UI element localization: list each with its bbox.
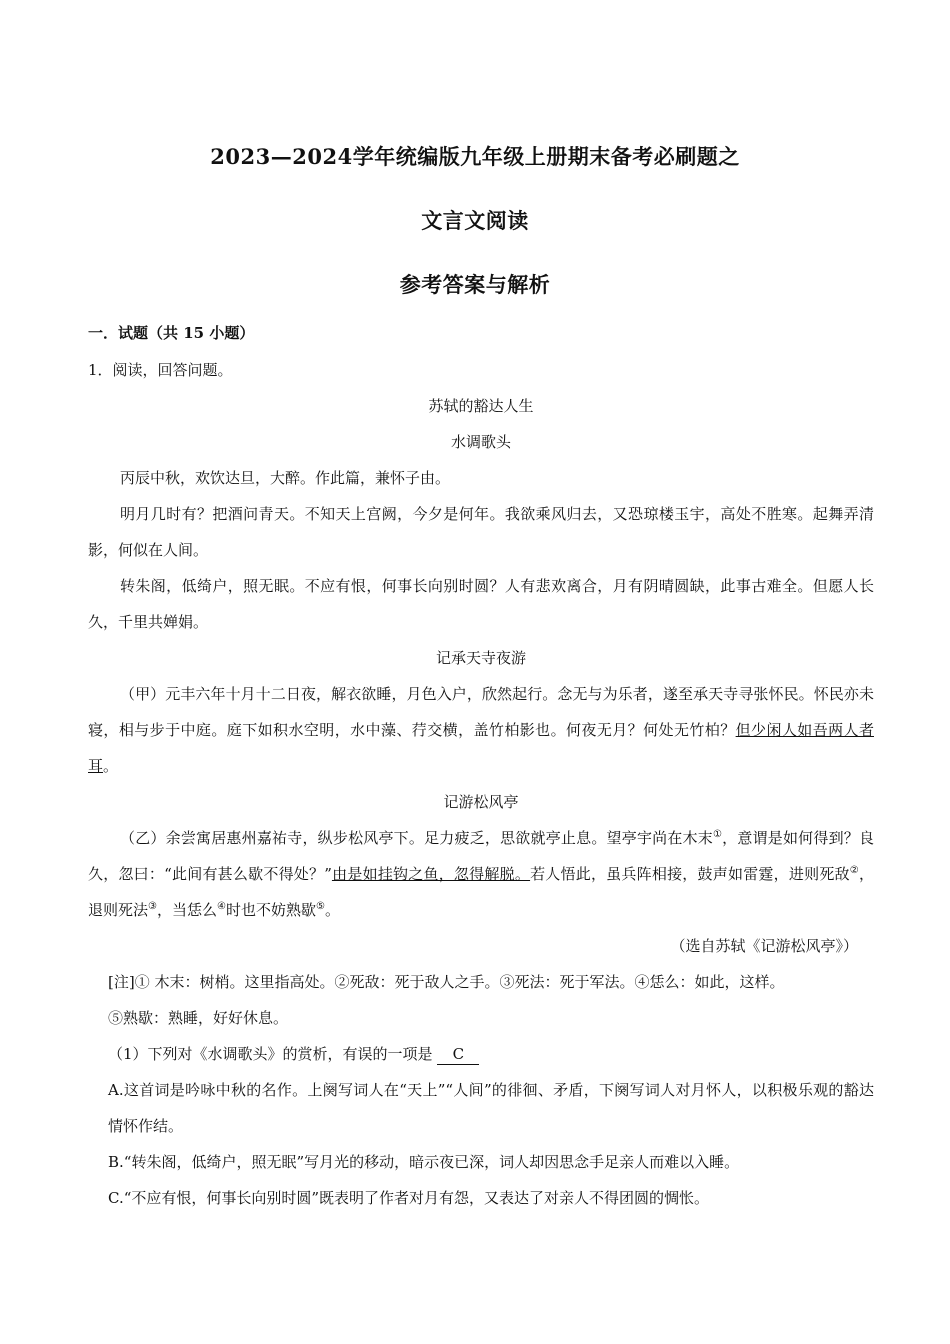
text-jia-body <box>88 676 874 784</box>
question-stem: 1．阅读，回答问题。 <box>88 361 233 379</box>
subquestion-1-stem: （1）下列对《水调歌头》的赏析，有误的一项是 <box>108 1045 433 1063</box>
note-mark: ⑤ <box>315 901 325 912</box>
document-title: 2023—2024学年统编版九年级上册期末备考必刷题之 <box>210 144 740 169</box>
note-mark: ② <box>849 865 859 876</box>
option-a: A.这首词是吟咏中秋的名作。上阕写词人在“天上”“人间”的徘徊、矛盾，下阕写词人对月怀人，以积极乐观的豁达情怀作结。 <box>108 1081 874 1135</box>
text-jia-underlined: 但少闲人如吾两人者耳 <box>88 721 874 775</box>
subquestion-1 <box>88 1036 874 1072</box>
document-subheading: 参考答案与解析 <box>399 272 551 297</box>
text-yi-part: ，退则死法 <box>88 865 874 919</box>
option-b: B.“转朱阁，低绮户，照无眠”写月光的移动，暗示夜已深，词人却因思念手足亲人而难以入睡。 <box>108 1153 740 1171</box>
document-subtitle: 文言文阅读 <box>421 208 529 233</box>
note-mark: ① <box>712 829 723 840</box>
poem-stanza-1: 明月几时有？把酒问青天。不知天上宫阙，今夕是何年。我欲乘风归去，又恐琼楼玉宇，高处不胜寒。起舞弄清影，何似在人间。 <box>88 505 874 559</box>
text-yi-part: ，当恁么 <box>156 901 217 919</box>
text-yi-part: 。 <box>324 901 340 919</box>
question-1 <box>88 352 874 1216</box>
annotation-line-2: ⑤熟歇：熟睡，好好休息。 <box>108 1009 289 1027</box>
text-yi-part: 若人悟此，虽兵阵相接，鼓声如雷霆，进则死敌 <box>530 865 850 883</box>
text-yi-source: （选自苏轼《记游松风亭》） <box>670 937 858 955</box>
passage-title: 苏轼的豁达人生 <box>428 397 534 415</box>
annotation-line-1: [注]① 木末：树梢。这里指高处。②死敌：死于敌人之手。③死法：死于军法。④恁么：如此，这样。 <box>108 973 785 991</box>
text-jia-end: 。 <box>103 757 119 775</box>
option-c: C.“不应有恨，何事长向别时圆”既表明了作者对月有怨，又表达了对亲人不得团圆的惆怅。 <box>108 1189 710 1207</box>
text-yi-body <box>88 820 874 928</box>
poem-title: 水调歌头 <box>450 433 511 451</box>
text-yi-underlined: 由是如挂钩之鱼，忽得解脱。 <box>331 865 531 883</box>
text-yi-part: （乙）余尝寓居惠州嘉祐寺，纵步松风亭下。足力疲乏，思欲就亭止息。望亭宇尚在木末 <box>120 829 713 847</box>
note-mark: ③ <box>148 901 157 912</box>
poem-preface: 丙辰中秋，欢饮达旦，大醉。作此篇，兼怀子由。 <box>120 469 451 487</box>
text-yi-part: 时也不妨熟歇 <box>225 901 316 919</box>
answer-blank: C <box>437 1044 479 1065</box>
note-mark: ④ <box>217 901 226 912</box>
text-jia-main: （甲）元丰六年十月十二日夜，解衣欲睡，月色入户，欣然起行。念无与为乐者，遂至承天寺寻张怀民。怀民亦未寝，相与步于中庭。庭下如积水空明，水中藻、荇交横，盖竹柏影也。何夜无月？何处无竹柏？ <box>88 685 874 739</box>
section-heading: 一．试题（共 15 小题） <box>88 324 255 342</box>
poem-stanza-2: 转朱阁，低绮户，照无眠。不应有恨，何事长向别时圆？人有悲欢离合，月有阴晴圆缺，此事古难全。但愿人长久，千里共婵娟。 <box>88 577 874 631</box>
text-jia-title: 记承天寺夜游 <box>435 649 526 667</box>
text-yi-title: 记游松风亭 <box>443 793 519 811</box>
text-yi-part: ，意谓是如何得到？良久，忽曰：“此间有甚么歇不得处？” <box>88 829 874 883</box>
